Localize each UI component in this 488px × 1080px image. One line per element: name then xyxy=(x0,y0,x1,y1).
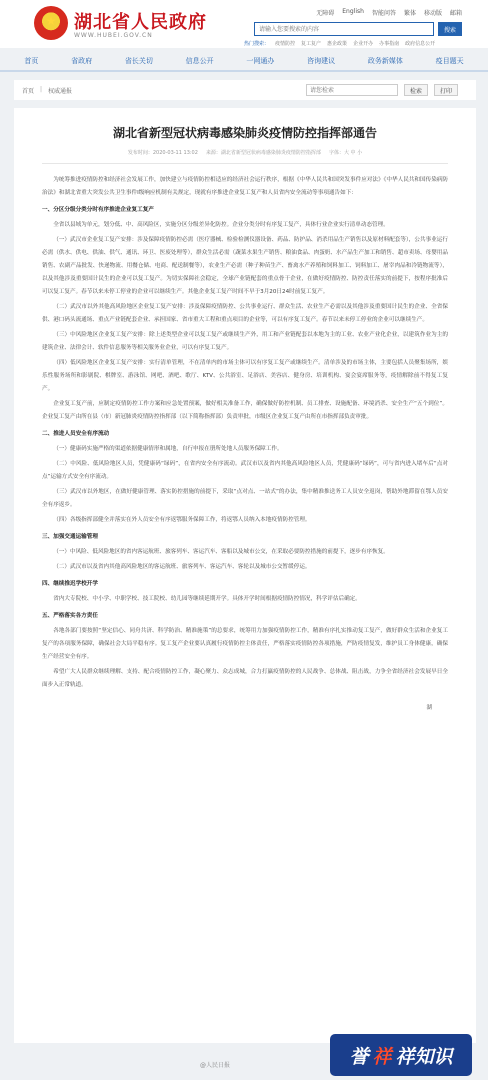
top-link-qa[interactable]: 智能问答 xyxy=(371,10,396,17)
article-body xyxy=(42,174,448,715)
badge-text: 誉 xyxy=(349,1045,369,1068)
article-title: 湖北省新型冠状病毒感染肺炎疫情防控指挥部通告 xyxy=(112,126,377,140)
nav-item-info-public[interactable]: 信息公开 xyxy=(185,57,214,65)
hot-search-item[interactable]: 惠企政策 xyxy=(327,41,348,47)
breadcrumb xyxy=(22,86,72,95)
paragraph: （一）健康码实施严格的渠道依据健康情形和属地，自行申报在册所处地人员服务保障工作。 xyxy=(53,446,283,452)
print-button[interactable]: 打印 xyxy=(434,84,458,96)
paragraph: 省内大专院校、中小学、中职学校、技工院校、幼儿园等继续延期开学。具体开学时间根据疫情防控情况，科学评估后确定。 xyxy=(53,596,361,602)
paragraph: 各地各部门要按照“坚定信心、同舟共济、科学防治、精准施策”的总要求，统筹用力加强疫情防控工作，精准有序扎实推动复工复产，做好群众生活和企业复工复产的各项服务保障，确保社会大局平稳有序。复工复产企业要认真履行疫情防控主体责任，严格落实疫情防控各项措施，严防疫情复发，维护员工身体健康，确保生产经营安全有序。 xyxy=(42,628,448,660)
paragraph: （一）中风险、低风险地区的省内客运航班、旅客列车、客运汽车、客船以及城市公交，在采取必要防控措施的前提下，逐步有序恢复。 xyxy=(53,549,389,555)
section-heading: 三、加强交通运输管理 xyxy=(42,534,98,540)
paragraph: 企业复工复产前，应制定疫情防控工作方案和应急处置预案，做好相关准备工作，确保做好防控机制、员工排查、设施配备、环境消杀、安全生产“五个到位”。企业复工复产由所在县（市）新冠肺炎疫情防控指挥部（以下简称指挥部）负责审批，市级区企业复工复产由所在市指挥部负责审批。 xyxy=(42,401,448,420)
nav-item-topic[interactable]: 疫目题天 xyxy=(435,57,464,65)
paragraph: （一）武汉市企业复工复产安排：涉及保障疫情防控必需（医疗器械、检验检测仪器设备、药品、防护品、消杀用品生产销售以及原材料配套等），公共事业运行必需（供水、供电、供油、供气、通讯、环卫、医废处理等），群众生活必需（蔬菜水果生产销售、粮油食品、肉蛋奶、水产品生产加工和销售、超市卖场、母婴用品销售、农副产品批发、快递物流、用餐仓储、电商、配送制餐等），农业生产必需（种子种苗生产、畜禽水产养殖和饲料加工、饲料加工、屠宰肉品和冷链物流等），以及其他涉及重要国计民生的企业可以复工复产。为切实保障社会稳定，全球产业链配套的重点骨干企业，在做好疫情防控、防控责任落实的前提下，按程序批准后可以复工复产。春节以来未停工停业的企业可以继续生产。其他企业复工复产时间不早于3月20日24时前复工复产。 xyxy=(42,237,448,295)
publish-date: 发布时间：2020-03-11 13:02 xyxy=(127,150,198,156)
section-heading: 五、严格落实各方责任 xyxy=(42,613,98,619)
hot-search-item[interactable]: 复工复产 xyxy=(301,41,322,47)
article-source: 来源：湖北省新型冠状病毒感染肺炎疫情防控指挥部 xyxy=(205,150,321,156)
nav-item-home[interactable]: 首页 xyxy=(24,57,39,65)
breadcrumb-current[interactable]: 权威通报 xyxy=(48,88,73,95)
breadcrumb-separator: | xyxy=(40,86,43,93)
brand-badge xyxy=(330,1034,472,1076)
section-heading: 一、分区分级分类分时有序推进企业复工复产 xyxy=(42,207,154,213)
search-button[interactable]: 搜索 xyxy=(438,22,462,36)
site-url: WWW.HUBEI.GOV.CN xyxy=(74,32,153,39)
hot-search-label: 热门搜索： xyxy=(244,41,270,47)
paragraph: （三）中风险地区企业复工复产安排：除上述类型企业可以复工复产或继续生产外，用工和产业链配套以本地为主的工业、农业产业化企业，以建筑作业为主的建筑企业、法律会计、软件信息服务等相关服务业企业，可以有序复工复产。 xyxy=(42,332,448,351)
nav-item-services[interactable]: 一网通办 xyxy=(246,57,275,65)
site-title[interactable]: 湖北省人民政府 xyxy=(74,12,207,33)
hot-search-item[interactable]: 办事指南 xyxy=(379,41,400,47)
nav-item-governor[interactable]: 省长关切 xyxy=(124,57,153,65)
breadcrumb-bar xyxy=(14,80,476,100)
paragraph: （四）各级指挥部健全并落实在外人员安全有序返鄂服务保障工作，将返鄂人员纳入本地疫情防控管理。 xyxy=(53,517,311,523)
section-heading: 四、继续推迟学校开学 xyxy=(42,581,98,587)
nav-item-province-gov[interactable]: 省政府 xyxy=(71,57,93,65)
search-input[interactable] xyxy=(254,22,434,36)
weibo-watermark: @人民日报 xyxy=(200,1062,231,1069)
hot-search-list xyxy=(244,40,435,47)
section-heading: 二、推进人员安全有序流动 xyxy=(42,431,110,437)
paragraph: （二）武汉市以及省内其他高风险地区的客运航班、旅客列车、客运汽车、客轮以及城市公交暂缓停运。 xyxy=(53,564,311,570)
breadcrumb-home[interactable]: 首页 xyxy=(22,88,35,95)
paragraph: 为统筹推进疫情防控和经济社会发展工作，加快建立与疫情防控相适应的经济社会运行秩序，根据《中华人民共和国突发事件应对法》《中华人民共和国传染病防治法》和湖北省重大突发公共卫生事件I级响应机制有关规定，现就有序推进企业复工复产和人员省内安全流动等事项通告如下： xyxy=(42,177,448,196)
nav-item-consult[interactable]: 咨询建议 xyxy=(307,57,336,65)
article-panel xyxy=(14,108,476,1043)
font-size-switch[interactable]: 字体：大 中 小 xyxy=(328,150,363,156)
paragraph: （四）低风险地区企业复工复产安排：实行清单管理，不在清单内的市场主体可以有序复工复产或继续生产。清单涉及的市场主体，主要包括人员聚集场所，娱乐性服务场所和影剧院、棋牌室、游泳馆、网吧、酒吧、歌厅、KTV、公共浴室、足浴店、美容店、健身房、培训机构、宴会宴席服务等，疫情解除前不得复工复产。 xyxy=(42,360,448,392)
paragraph: （二）中风险、低风险地区人员，凭健康码“绿码”，在省内安全有序流动。武汉市以及省内其他高风险地区人员，凭健康码“绿码”，可与省内进入堵车后“点对点”运输方式安全有序流动。 xyxy=(42,461,448,480)
main-nav xyxy=(0,56,488,70)
hot-search-item[interactable]: 疫情防控 xyxy=(275,41,296,47)
signature: 湖 xyxy=(426,705,432,711)
paragraph: （二）武汉市以外其他高风险地区企业复工复产安排：涉及保障疫情防控、公共事业运行、群众生活、农业生产必需以及其他涉及重要国计民生的企业、全省保供、港口码头流通场、重点产业链配套企业、承担国家、省市重大工程和重点项目的企业等，可以有序复工复产。春节以来未停工停业的企业可以继续生产。 xyxy=(42,304,448,323)
top-link-accessibility[interactable]: 无障碍 xyxy=(316,10,335,17)
national-emblem-icon xyxy=(34,6,68,40)
hot-search-item[interactable]: 企业开办 xyxy=(353,41,374,47)
article-search-button[interactable]: 检索 xyxy=(404,84,428,96)
article-search-input[interactable] xyxy=(306,84,398,96)
top-link-english[interactable]: English xyxy=(342,8,364,15)
paragraph: 希望广大人民群众继续理解、支持、配合疫情防控工作，凝心聚力、众志成城，合力打赢疫情防控的人民战争、总体战、阻击战，力争全省经济社会发展早日全面步入正常轨道。 xyxy=(42,669,448,688)
title-divider xyxy=(42,163,448,164)
paragraph: （三）武汉市以外地区，在做好健康管理、落实防控措施的前提下，采取“点对点、一站式”的办法，集中精准推送务工人员安全返岗，帮助外地滞留在鄂人员安全有序返乡。 xyxy=(42,489,448,508)
nav-item-new-media[interactable]: 政务新媒体 xyxy=(367,57,403,65)
badge-text: 祥 xyxy=(372,1045,392,1068)
badge-text: 祥知识 xyxy=(395,1045,453,1068)
top-links xyxy=(316,8,462,17)
site-header xyxy=(0,0,488,48)
top-link-mail[interactable]: 邮箱 xyxy=(449,10,462,17)
paragraph: 全省以县域为单元，划分低、中、高风险区，实施分区分级差异化防控。企业分类分时有序复工复产，具体行业企业实行清单动态管理。 xyxy=(53,222,389,228)
hot-search-item[interactable]: 政府信息公开 xyxy=(405,41,436,47)
top-link-mobile[interactable]: 移动版 xyxy=(423,10,442,17)
top-link-traditional[interactable]: 繁体 xyxy=(403,10,416,17)
article-meta xyxy=(42,149,448,156)
nav-divider xyxy=(0,70,488,72)
